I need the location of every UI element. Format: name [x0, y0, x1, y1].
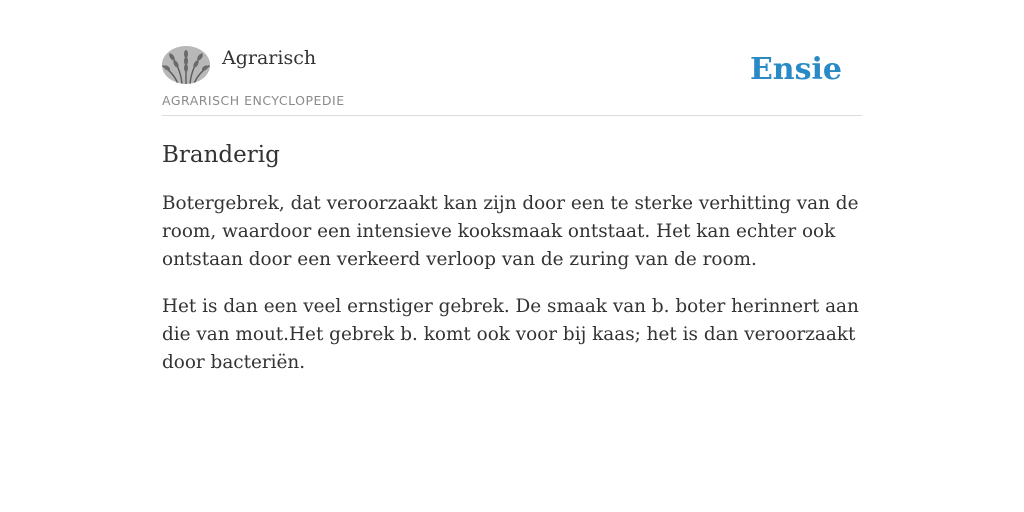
wheat-icon — [162, 46, 210, 84]
publisher-subtitle: AGRARISCH ENCYCLOPEDIE — [162, 93, 345, 108]
article-paragraph: Botergebrek, dat veroorzaakt kan zijn door een te sterke verhitting van de room, waardoor een intensieve kooksmaak ontstaat. Het kan echter ook ontstaan door een verkeerd verloop van de zuring van de room. — [162, 193, 859, 270]
avatar[interactable] — [162, 46, 210, 84]
header — [162, 46, 862, 116]
publisher-name[interactable]: Agrarisch — [222, 47, 317, 69]
brand-logo[interactable]: Ensie — [749, 52, 842, 87]
article-paragraph: Het is dan een veel ernstiger gebrek. De smaak van b. boter herinnert aan die van mout.Het gebrek b. komt ook voor bij kaas; het is dan veroorzaakt door bacteriën. — [162, 296, 859, 373]
page — [162, 0, 862, 377]
article-title: Branderig — [162, 142, 280, 168]
